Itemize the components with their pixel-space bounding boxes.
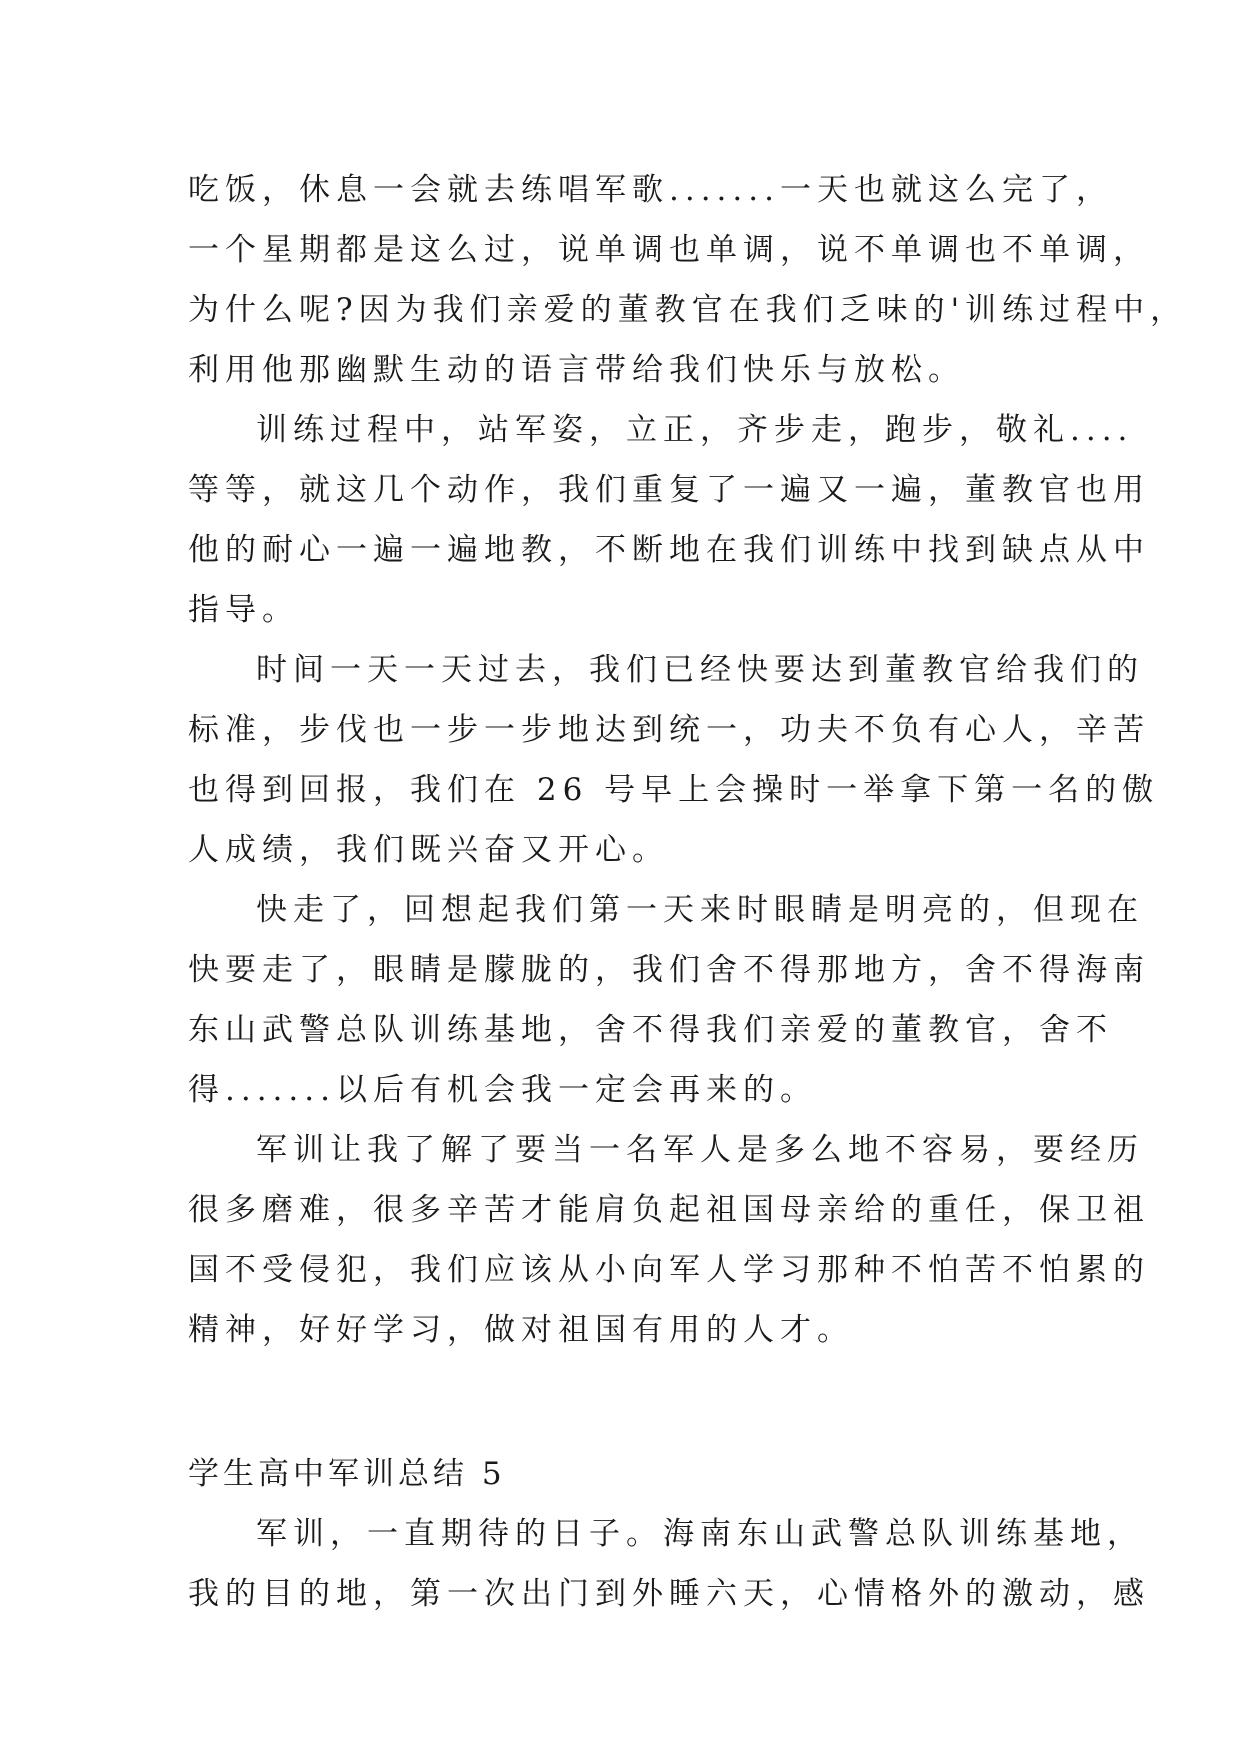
paragraph-line: 指导。 bbox=[188, 592, 299, 628]
section-gap bbox=[188, 1360, 1088, 1444]
document-body bbox=[188, 160, 1188, 1624]
paragraph-line: 军训让我了解了要当一名军人是多么地不容易，要经历 bbox=[256, 1132, 1144, 1168]
paragraph-line: 人成绩，我们既兴奋又开心。 bbox=[188, 832, 669, 868]
paragraph-line: 一个星期都是这么过，说单调也单调，说不单调也不单调， bbox=[188, 232, 1150, 268]
paragraph-line: 快走了，回想起我们第一天来时眼睛是明亮的，但现在 bbox=[256, 892, 1144, 928]
paragraph-line: 也得到回报，我们在 26 号早上会操时一举拿下第一名的傲 bbox=[188, 772, 1160, 808]
paragraph-line: 东山武警总队训练基地，舍不得我们亲爱的董教官，舍不 bbox=[188, 1012, 1113, 1048]
section-heading: 学生高中军训总结 5 bbox=[188, 1456, 506, 1492]
paragraph-line: 标准，步伐也一步一步地达到统一，功夫不负有心人，辛苦 bbox=[188, 712, 1150, 748]
paragraph-line: 得.......以后有机会我一定会再来的。 bbox=[188, 1072, 817, 1108]
paragraph-line: 我的目的地，第一次出门到外睡六天，心情格外的激动，感 bbox=[188, 1576, 1150, 1612]
paragraph-line: 快要走了，眼睛是朦胧的，我们舍不得那地方，舍不得海南 bbox=[188, 952, 1150, 988]
paragraph-line: 他的耐心一遍一遍地教，不断地在我们训练中找到缺点从中 bbox=[188, 532, 1150, 568]
paragraph-line: 军训，一直期待的日子。海南东山武警总队训练基地， bbox=[256, 1516, 1144, 1552]
paragraph-line: 训练过程中，站军姿，立正，齐步走，跑步，敬礼.... bbox=[256, 412, 1134, 448]
paragraph-line: 很多磨难，很多辛苦才能肩负起祖国母亲给的重任，保卫祖 bbox=[188, 1192, 1150, 1228]
paragraph-line: 吃饭，休息一会就去练唱军歌.......一天也就这么完了， bbox=[188, 172, 1113, 208]
paragraph-5 bbox=[188, 1120, 1150, 1360]
paragraph-line: 为什么呢?因为我们亲爱的董教官在我们乏味的'训练过程中， bbox=[188, 292, 1188, 328]
paragraph-1 bbox=[188, 160, 1188, 400]
paragraph-line: 精神，好好学习，做对祖国有用的人才。 bbox=[188, 1312, 854, 1348]
paragraph-line: 利用他那幽默生动的语言带给我们快乐与放松。 bbox=[188, 352, 965, 388]
paragraph-6 bbox=[188, 1504, 1150, 1624]
paragraph-3 bbox=[188, 640, 1160, 880]
paragraph-line: 国不受侵犯，我们应该从小向军人学习那种不怕苦不怕累的 bbox=[188, 1252, 1150, 1288]
paragraph-line: 等等，就这几个动作，我们重复了一遍又一遍，董教官也用 bbox=[188, 472, 1150, 508]
paragraph-4 bbox=[188, 880, 1150, 1120]
paragraph-2 bbox=[188, 400, 1150, 640]
paragraph-line: 时间一天一天过去，我们已经快要达到董教官给我们的 bbox=[256, 652, 1144, 688]
